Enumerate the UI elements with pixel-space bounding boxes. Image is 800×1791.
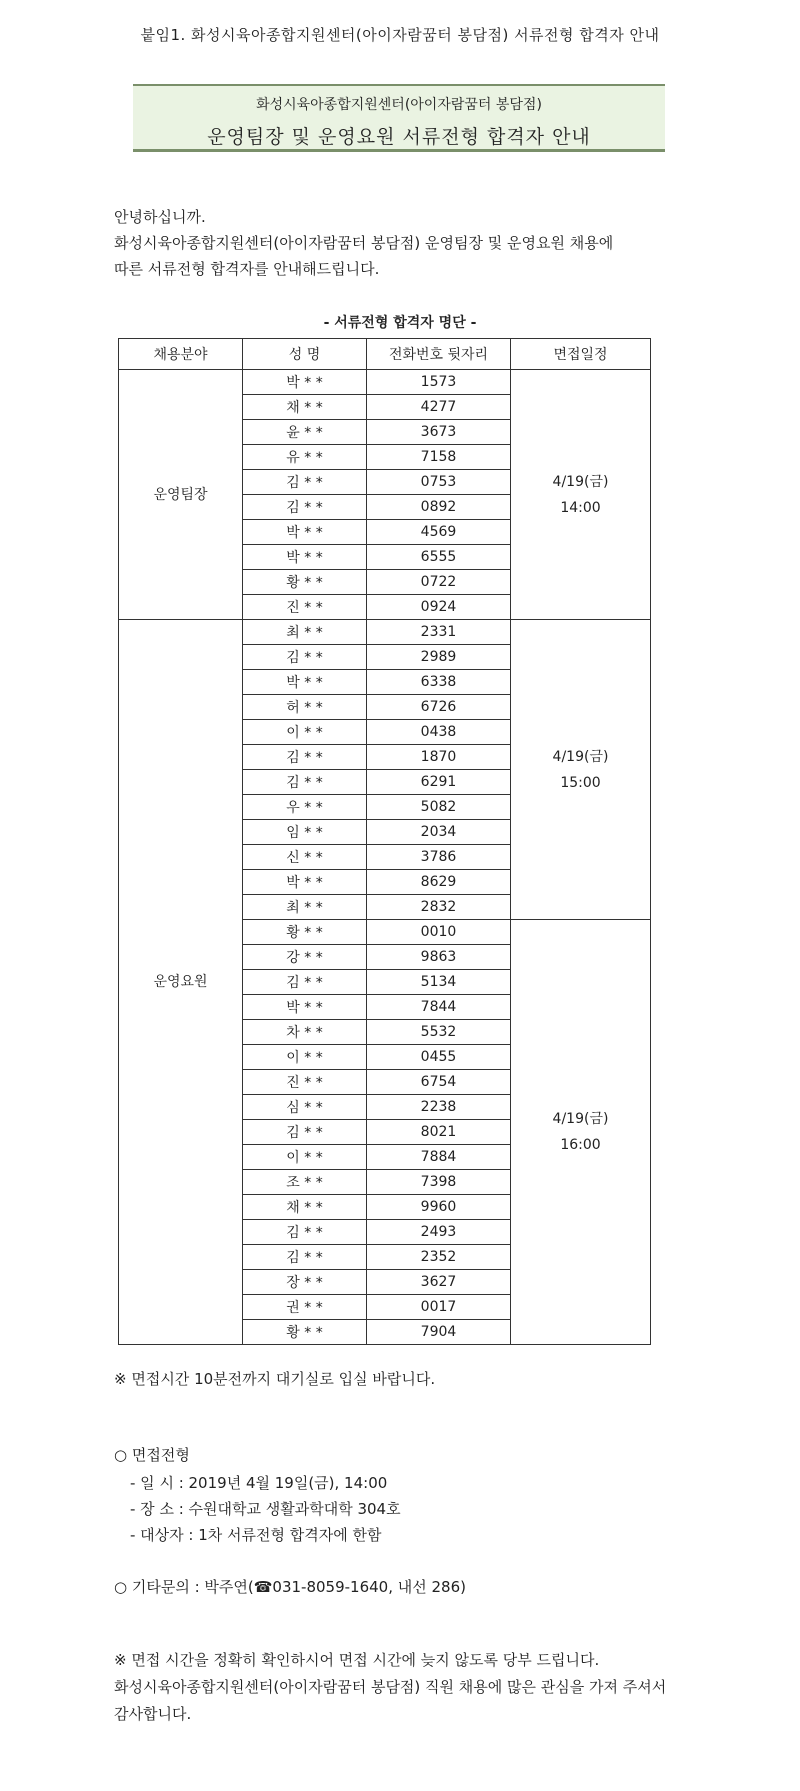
name-cell: 채 * * <box>243 395 367 420</box>
phone-cell: 1573 <box>367 370 511 395</box>
phone-cell: 0438 <box>367 720 511 745</box>
phone-cell: 0722 <box>367 570 511 595</box>
header-name: 성 명 <box>243 339 367 370</box>
phone-cell: 0017 <box>367 1295 511 1320</box>
phone-cell: 3627 <box>367 1270 511 1295</box>
phone-cell: 0010 <box>367 920 511 945</box>
phone-cell: 7844 <box>367 995 511 1020</box>
phone-cell: 7398 <box>367 1170 511 1195</box>
schedule-date: 4/19(금) <box>552 748 609 765</box>
phone-cell: 2493 <box>367 1220 511 1245</box>
intro-greeting: 안녕하십니까. <box>114 208 206 226</box>
name-cell: 박 * * <box>243 545 367 570</box>
interview-target: - 대상자 : 1차 서류전형 합격자에 한함 <box>130 1526 382 1544</box>
phone-cell: 7158 <box>367 445 511 470</box>
name-cell: 박 * * <box>243 670 367 695</box>
phone-cell: 2238 <box>367 1095 511 1120</box>
name-cell: 김 * * <box>243 770 367 795</box>
banner-title: 운영팀장 및 운영요원 서류전형 합격자 안내 <box>207 126 591 148</box>
name-cell: 우 * * <box>243 795 367 820</box>
contact-info: ○ 기타문의 : 박주연(☎031-8059-1640, 내선 286) <box>114 1578 466 1596</box>
phone-cell: 5134 <box>367 970 511 995</box>
name-cell: 김 * * <box>243 645 367 670</box>
name-cell: 김 * * <box>243 970 367 995</box>
name-cell: 유 * * <box>243 445 367 470</box>
table-body <box>119 370 651 1345</box>
name-cell: 조 * * <box>243 1170 367 1195</box>
schedule-time: 14:00 <box>560 499 601 516</box>
name-cell: 신 * * <box>243 845 367 870</box>
phone-cell: 5532 <box>367 1020 511 1045</box>
name-cell: 박 * * <box>243 370 367 395</box>
phone-cell: 0924 <box>367 595 511 620</box>
schedule-cell <box>511 620 651 920</box>
intro-text <box>114 204 714 282</box>
intro-line: 화성시육아종합지원센터(아이자람꿈터 봉담점) 운영팀장 및 운영요원 채용에 <box>114 234 614 252</box>
phone-cell: 1870 <box>367 745 511 770</box>
phone-cell: 9960 <box>367 1195 511 1220</box>
phone-cell: 6338 <box>367 670 511 695</box>
phone-cell: 0455 <box>367 1045 511 1070</box>
phone-cell: 4569 <box>367 520 511 545</box>
name-cell: 김 * * <box>243 495 367 520</box>
interview-heading: ○ 면접전형 <box>114 1446 190 1464</box>
waiting-room-note: ※ 면접시간 10분전까지 대기실로 입실 바랍니다. <box>114 1370 436 1388</box>
name-cell: 차 * * <box>243 1020 367 1045</box>
table-row <box>119 370 651 395</box>
closing-line: 화성시육아종합지원센터(아이자람꿈터 봉담점) 직원 채용에 많은 관심을 가져 주셔서 <box>114 1678 667 1696</box>
name-cell: 심 * * <box>243 1095 367 1120</box>
schedule-cell <box>511 370 651 620</box>
name-cell: 황 * * <box>243 1320 367 1345</box>
name-cell: 허 * * <box>243 695 367 720</box>
phone-cell: 0753 <box>367 470 511 495</box>
schedule-date: 4/19(금) <box>552 473 609 490</box>
phone-cell: 9863 <box>367 945 511 970</box>
banner-org-name: 화성시육아종합지원센터(아이자람꿈터 봉담점) <box>256 97 542 113</box>
name-cell: 황 * * <box>243 920 367 945</box>
phone-cell: 3786 <box>367 845 511 870</box>
closing-line: ※ 면접 시간을 정확히 확인하시어 면접 시간에 늦지 않도록 당부 드립니다. <box>114 1651 600 1669</box>
phone-cell: 4277 <box>367 395 511 420</box>
name-cell: 박 * * <box>243 870 367 895</box>
name-cell: 최 * * <box>243 895 367 920</box>
name-cell: 강 * * <box>243 945 367 970</box>
phone-cell: 6555 <box>367 545 511 570</box>
phone-cell: 7884 <box>367 1145 511 1170</box>
name-cell: 김 * * <box>243 1220 367 1245</box>
name-cell: 김 * * <box>243 470 367 495</box>
name-cell: 김 * * <box>243 745 367 770</box>
phone-cell: 2989 <box>367 645 511 670</box>
name-cell: 장 * * <box>243 1270 367 1295</box>
phone-cell: 8021 <box>367 1120 511 1145</box>
phone-cell: 2034 <box>367 820 511 845</box>
name-cell: 이 * * <box>243 720 367 745</box>
phone-cell: 2352 <box>367 1245 511 1270</box>
name-cell: 채 * * <box>243 1195 367 1220</box>
name-cell: 윤 * * <box>243 420 367 445</box>
name-cell: 임 * * <box>243 820 367 845</box>
phone-cell: 8629 <box>367 870 511 895</box>
name-cell: 권 * * <box>243 1295 367 1320</box>
name-cell: 김 * * <box>243 1120 367 1145</box>
field-cell: 운영팀장 <box>119 370 243 620</box>
table-header-row <box>119 339 651 370</box>
phone-cell: 0892 <box>367 495 511 520</box>
phone-cell: 2832 <box>367 895 511 920</box>
name-cell: 최 * * <box>243 620 367 645</box>
phone-cell: 6726 <box>367 695 511 720</box>
schedule-cell <box>511 920 651 1345</box>
name-cell: 진 * * <box>243 595 367 620</box>
attachment-title: 붙임1. 화성시육아종합지원센터(아이자람꿈터 봉담점) 서류전형 합격자 안내 <box>140 26 660 44</box>
name-cell: 김 * * <box>243 1245 367 1270</box>
closing-text <box>114 1647 714 1728</box>
phone-cell: 6291 <box>367 770 511 795</box>
name-cell: 진 * * <box>243 1070 367 1095</box>
name-cell: 황 * * <box>243 570 367 595</box>
phone-cell: 6754 <box>367 1070 511 1095</box>
schedule-date: 4/19(금) <box>552 1111 609 1127</box>
closing-line: 감사합니다. <box>114 1705 192 1723</box>
header-field: 채용분야 <box>119 339 243 370</box>
name-cell: 이 * * <box>243 1145 367 1170</box>
intro-line: 따른 서류전형 합격자를 안내해드립니다. <box>114 260 380 278</box>
header-schedule: 면접일정 <box>511 339 651 370</box>
name-cell: 이 * * <box>243 1045 367 1070</box>
field-cell: 운영요원 <box>119 620 243 1345</box>
list-title: - 서류전형 합격자 명단 - <box>323 315 477 331</box>
phone-cell: 2331 <box>367 620 511 645</box>
phone-cell: 7904 <box>367 1320 511 1345</box>
passer-table <box>118 338 651 1345</box>
title-banner <box>133 84 665 152</box>
name-cell: 박 * * <box>243 520 367 545</box>
name-cell: 박 * * <box>243 995 367 1020</box>
schedule-time: 15:00 <box>560 774 601 791</box>
interview-datetime: - 일 시 : 2019년 4월 19일(금), 14:00 <box>130 1474 388 1492</box>
interview-place: - 장 소 : 수원대학교 생활과학대학 304호 <box>130 1500 401 1518</box>
table-row <box>119 620 651 645</box>
phone-cell: 5082 <box>367 795 511 820</box>
header-phone: 전화번호 뒷자리 <box>367 339 511 370</box>
schedule-time: 16:00 <box>560 1137 601 1153</box>
phone-cell: 3673 <box>367 420 511 445</box>
